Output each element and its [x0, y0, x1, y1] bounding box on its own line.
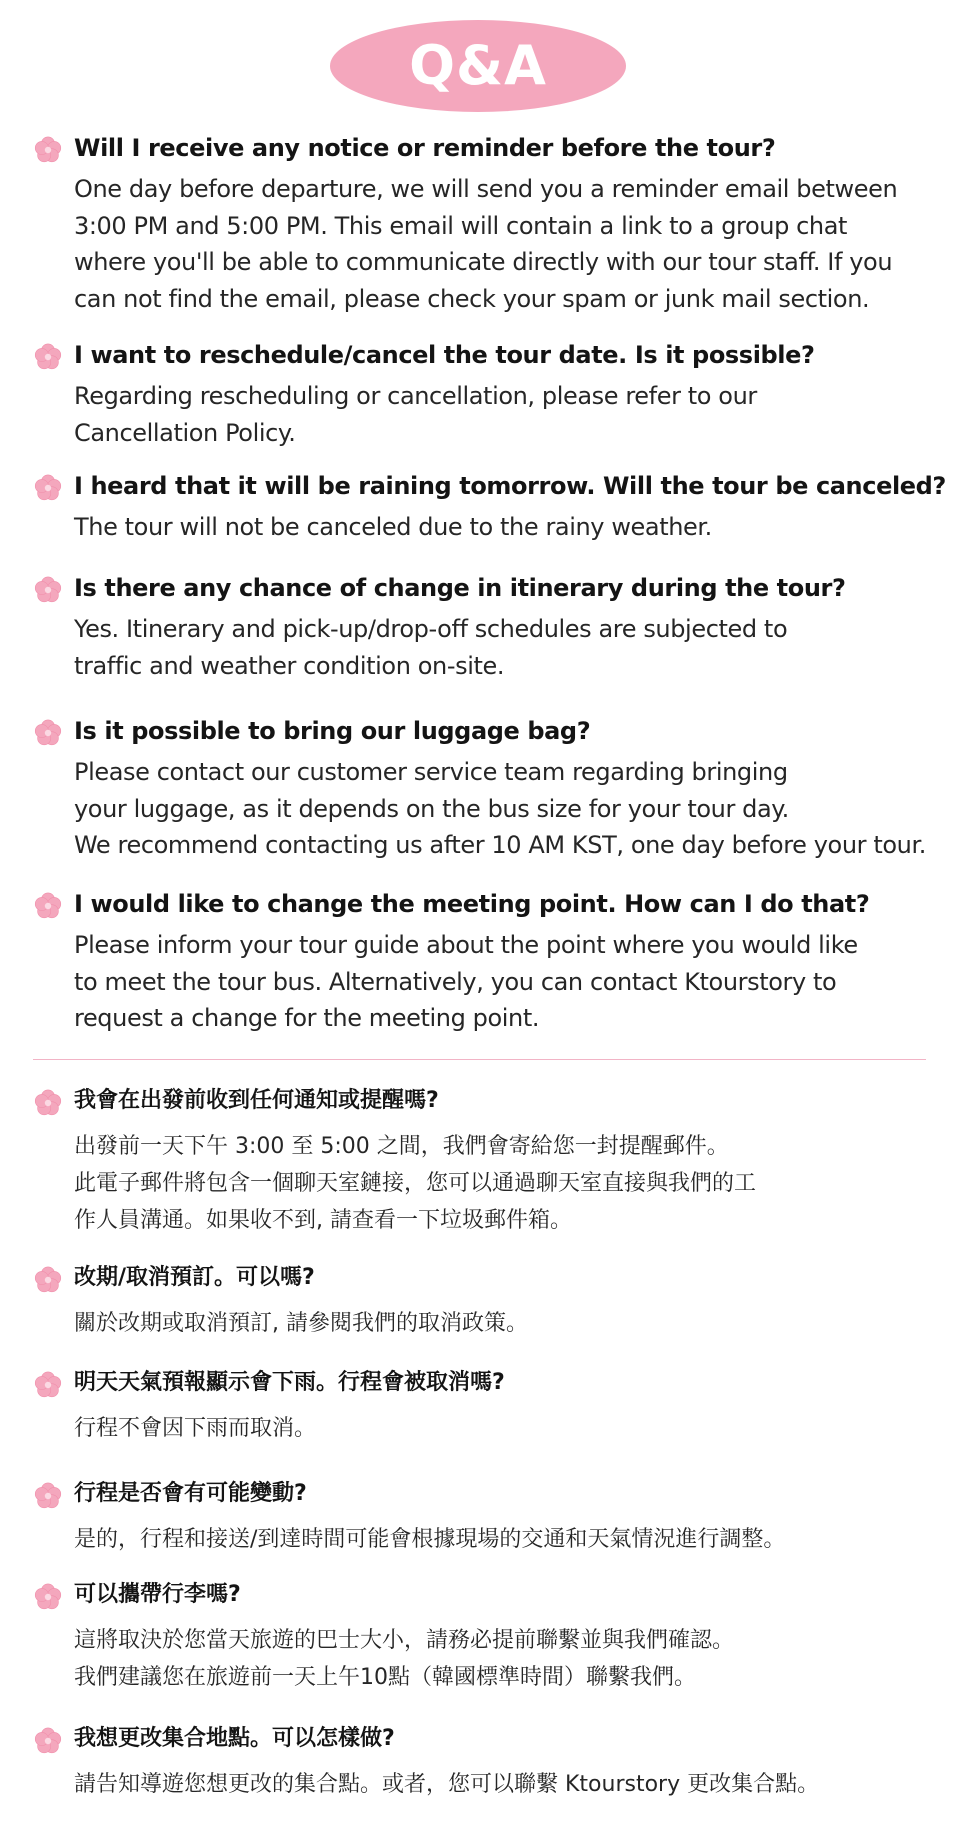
cherry-blossom-icon	[33, 1370, 63, 1400]
faq-item-zh-5	[0, 1578, 960, 1696]
answer-line: can not find the email, please check your spam or junk mail section.	[74, 284, 870, 313]
faq-answer	[74, 171, 960, 317]
faq-answer	[74, 927, 960, 1037]
answer-line: traffic and weather condition on-site.	[74, 651, 505, 680]
cherry-blossom-icon	[33, 1088, 63, 1118]
faq-question: 改期/取消預訂。可以嗎?	[74, 1265, 315, 1290]
faq-answer	[74, 1766, 960, 1803]
faq-item-en-4	[0, 571, 960, 684]
answer-line: Please inform your tour guide about the point where you would like	[74, 931, 858, 959]
faq-answer	[74, 509, 960, 546]
answer-line: Yes. Itinerary and pick-up/drop-off schedules are subjected to	[74, 615, 788, 643]
answer-line: 出發前一天下午 3:00 至 5:00 之間，我們會寄給您一封提醒郵件。	[74, 1134, 729, 1159]
qa-badge-text: Q&A	[409, 34, 547, 97]
faq-item-en-2	[0, 338, 960, 451]
faq-answer	[74, 1305, 960, 1342]
faq-question: 明天天氣預報顯示會下雨。行程會被取消嗎?	[74, 1370, 505, 1395]
answer-line: 行程不會因下雨而取消。	[74, 1416, 317, 1441]
faq-question: 行程是否會有可能變動?	[74, 1481, 307, 1506]
answer-line: 此電子郵件將包含一個聊天室鏈接，您可以通過聊天室直接與我們的工	[74, 1171, 757, 1196]
answer-line: where you'll be able to communicate directly with our tour staff. If you	[74, 248, 893, 276]
answer-line: Cancellation Policy.	[74, 418, 296, 447]
faq-answer	[74, 1521, 960, 1558]
faq-item-zh-2	[0, 1261, 960, 1342]
answer-line: The tour will not be canceled due to the rainy weather.	[74, 513, 712, 541]
cherry-blossom-icon	[33, 1582, 63, 1612]
faq-question: I want to reschedule/cancel the tour date. Is it possible?	[74, 341, 815, 369]
answer-line: One day before departure, we will send you a reminder email between	[74, 175, 898, 203]
answer-line: 關於改期或取消預訂, 請參閱我們的取消政策。	[74, 1311, 528, 1336]
faq-item-zh-4	[0, 1477, 960, 1558]
qa-badge	[330, 20, 626, 112]
faq-question: Will I receive any notice or reminder before the tour?	[74, 134, 776, 162]
answer-line: 作人員溝通。如果收不到, 請查看一下垃圾郵件箱。	[74, 1208, 572, 1233]
faq-item-en-3	[0, 469, 960, 546]
faq-item-zh-1	[0, 1084, 960, 1239]
cherry-blossom-icon	[33, 342, 63, 372]
answer-line: Please contact our customer service team regarding bringing	[74, 758, 788, 786]
answer-line: 3:00 PM and 5:00 PM. This email will contain a link to a group chat	[74, 211, 848, 240]
answer-line: your luggage, as it depends on the bus size for your tour day.	[74, 794, 789, 823]
faq-item-en-6	[0, 887, 960, 1037]
faq-question: 我想更改集合地點。可以怎樣做?	[74, 1726, 395, 1751]
faq-question: I heard that it will be raining tomorrow. Will the tour be canceled?	[74, 472, 946, 500]
faq-answer	[74, 754, 960, 864]
answer-line: We recommend contacting us after 10 AM KST, one day before your tour.	[74, 831, 926, 859]
faq-answer	[74, 1622, 960, 1696]
answer-line: 是的，行程和接送/到達時間可能會根據現場的交通和天氣情況進行調整。	[74, 1527, 786, 1552]
answer-line: to meet the tour bus. Alternatively, you can contact Ktourstory to	[74, 967, 837, 996]
faq-answer	[74, 1410, 960, 1447]
cherry-blossom-icon	[33, 718, 63, 748]
cherry-blossom-icon	[33, 135, 63, 165]
faq-question: 我會在出發前收到任何通知或提醒嗎?	[74, 1088, 439, 1113]
faq-item-zh-3	[0, 1366, 960, 1447]
header	[0, 18, 960, 114]
faq-item-zh-6	[0, 1722, 960, 1803]
cherry-blossom-icon	[33, 1265, 63, 1295]
faq-item-en-1	[0, 131, 960, 317]
answer-line: Regarding rescheduling or cancellation, please refer to our	[74, 382, 757, 410]
answer-line: 我們建議您在旅遊前一天上午10點（韓國標準時間）聯繫我們。	[74, 1665, 696, 1690]
cherry-blossom-icon	[33, 473, 63, 503]
faq-answer	[74, 378, 960, 451]
faq-question: Is it possible to bring our luggage bag?	[74, 717, 591, 745]
faq-item-en-5	[0, 714, 960, 864]
section-divider	[33, 1059, 926, 1060]
faq-question: 可以攜帶行李嗎?	[74, 1582, 241, 1607]
answer-line: 請告知導遊您想更改的集合點。或者，您可以聯繫 Ktourstory 更改集合點。	[74, 1772, 820, 1797]
cherry-blossom-icon	[33, 1481, 63, 1511]
cherry-blossom-icon	[33, 891, 63, 921]
answer-line: request a change for the meeting point.	[74, 1004, 540, 1032]
answer-line: 這將取決於您當天旅遊的巴士大小，請務必提前聯繫並與我們確認。	[74, 1628, 735, 1653]
cherry-blossom-icon	[33, 1726, 63, 1756]
faq-question: Is there any chance of change in itinerary during the tour?	[74, 574, 846, 602]
faq-answer	[74, 611, 960, 684]
faq-question: I would like to change the meeting point. How can I do that?	[74, 890, 870, 918]
faq-answer	[74, 1128, 960, 1239]
cherry-blossom-icon	[33, 575, 63, 605]
